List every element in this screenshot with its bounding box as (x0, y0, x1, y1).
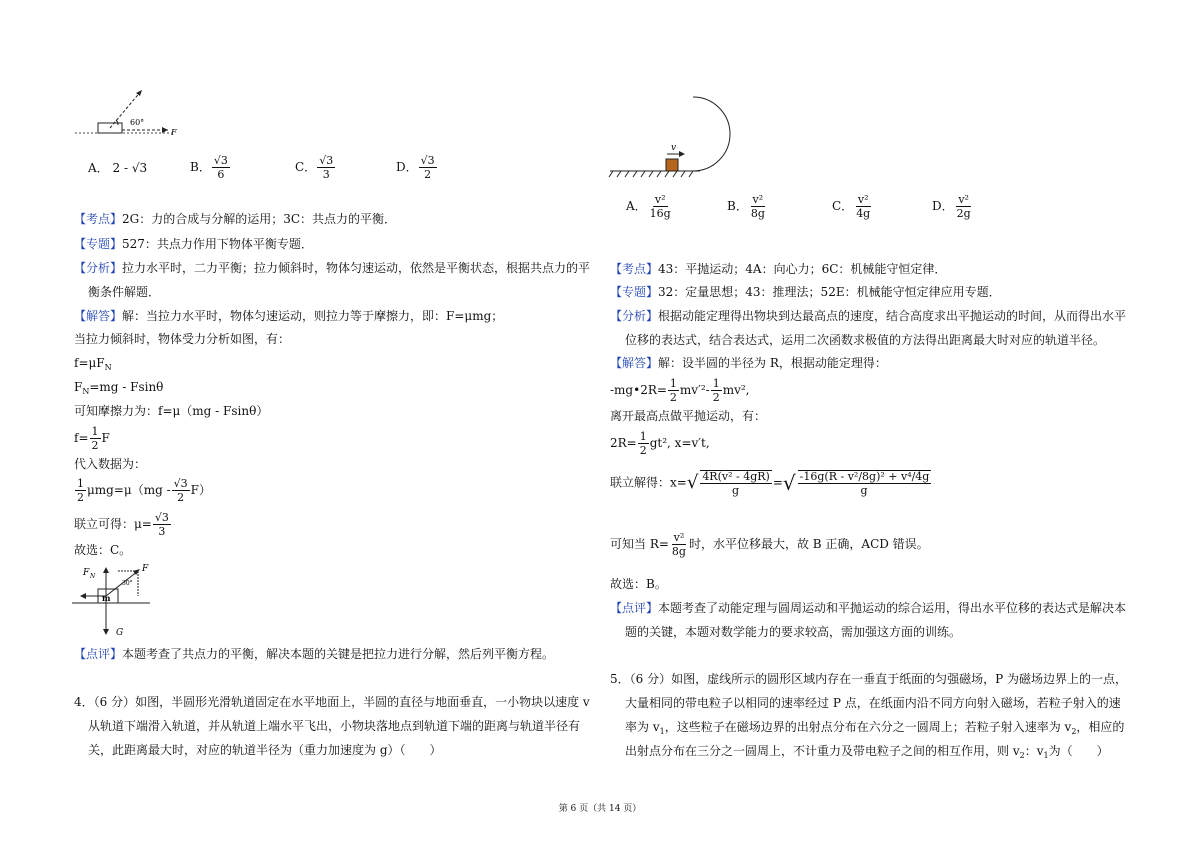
q3-eq-half: f= $\frac{1}{2}$ F (74, 425, 110, 452)
q3-fenxi: 【分析】拉力水平时，二力平衡；拉力倾斜时，物体匀速运动，依然是平衡状态，根据共点力的平 (74, 261, 591, 275)
q4-option-b[interactable]: B． $\frac{\text{v²}}{8g}$ (727, 193, 765, 220)
q4-velocity-label: v (671, 143, 677, 153)
q3-line-2: 当拉力倾斜时，物体受力分析如图，有： (74, 332, 291, 346)
q3-eq-mu: 联立可得：μ= $\frac{√3}{3}$ (74, 511, 169, 538)
q4-line-3: 离开最高点做平抛运动，有： (610, 409, 767, 423)
page-footer: 第 6 页（共 14 页） (558, 804, 642, 814)
q3-answer: 故选：C。 (74, 543, 132, 557)
force-label: F (171, 128, 177, 137)
q3-option-d[interactable]: D． $\frac{√3}{2}$ (396, 154, 435, 181)
q4-eq-result: 可知当 R= $\frac{\text{v²}}{8g}$ 时，水平位移最大，故 B 正确，ACD 错误。 (610, 531, 929, 558)
q4-eq-projectile: 2R= $\frac{1}{2}$ gt², x=v′t, (610, 430, 710, 457)
q4-jieda: 【解答】解：设半圆的半径为 R，根据动能定理得： (610, 356, 887, 370)
q4-eq-solve: 联立解得：x=√ $\frac{\text{4R(v² - 4gR)}}{g}$ =√ $\frac{\text{-16g(R - v²/8g)² + v⁴/4g}}{g}$ (610, 470, 930, 497)
q4-kaodian: 【考点】43：平抛运动；4A：向心力；6C：机械能守恒定律． (610, 262, 947, 276)
q3-jieda: 【解答】解：当拉力水平时，物体匀速运动，则拉力等于摩擦力，即：F=μmg； (74, 309, 504, 323)
q4-option-d[interactable]: D． $\frac{\text{v²}}{2g}$ (932, 193, 971, 220)
q4-stem-line-2: 从轨道下端滑入轨道，并从轨道上端水平飞出，小物块落地点到轨道下端的距离与轨道半径有 (88, 719, 581, 733)
q3-eq-normal: $F_N=mg - Fsin\theta$ (74, 380, 164, 396)
q3-eq-sub: $\frac{1}{2}$ μmg=μ（mg - $\frac{√3}{2}$ F） (77, 477, 211, 504)
q4-stem-line-1: 4．（6 分）如图，半圆形光滑轨道固定在水平地面上，半圆的直径与地面垂直，一小物块以速度 v (74, 695, 590, 709)
q5-stem-line-1: 5．（6 分）如图，虚线所示的圆形区域内存在一垂直于纸面的匀强磁场，P 为磁场边界上的一点， (610, 672, 1127, 686)
q4-option-a[interactable]: A． $\frac{\text{v²}}{16g}$ (626, 193, 671, 220)
fig-f-label: F (142, 564, 149, 574)
q4-option-c[interactable]: C． $\frac{\text{v²}}{4g}$ (832, 193, 871, 220)
q3-fenxi-cont: 衡条件解题． (88, 285, 161, 299)
q4-fenxi-cont: 位移的表达式，结合表达式，运用二次函数求极值的方法得出距离最大时对应的轨道半径。 (625, 333, 1106, 347)
q4-eq-energy: -mg•2R= $\frac{1}{2}$ mv′²- $\frac{1}{2}$ mv², (610, 377, 750, 404)
q3-option-a[interactable]: A． 2 - √3 (88, 161, 148, 175)
q3-free-body-diagram (72, 565, 162, 640)
q4-track-diagram (605, 90, 735, 185)
q3-kaodian: 【考点】2G：力的合成与分解的运用；3C：共点力的平衡． (74, 212, 397, 226)
q4-dianping-cont: 题的关键，本题对数学能力的要求较高，需加强这方面的训练。 (625, 625, 962, 639)
fig-angle-label: 30° (122, 580, 133, 587)
q3-dianping: 【点评】本题考查了共点力的平衡，解决本题的关键是把拉力进行分解，然后列平衡方程。 (74, 647, 555, 661)
q4-stem-line-3: 关，此距离最大时，对应的轨道半径为（重力加速度为 g）（ ） (88, 743, 442, 757)
q3-line-5: 可知摩擦力为：f=μ（mg - Fsinθ） (74, 404, 269, 418)
q3-force-diagram (70, 85, 190, 145)
q5-stem-line-2: 大量相同的带电粒子以相同的速率经过 P 点，在纸面内沿不同方向射入磁场，若粒子射入的速 (625, 696, 1121, 710)
q4-fenxi: 【分析】根据动能定理得出物块到达最高点的速度，结合高度求出平抛运动的时间，从而得出水平 (610, 309, 1127, 323)
angle-label: 60° (130, 118, 145, 127)
svg-text:N: N (90, 573, 96, 580)
q3-option-c[interactable]: C． $\frac{√3}{3}$ (295, 154, 334, 181)
q4-zhuanti: 【专题】32：定量思想；43：推理法；52E：机械能守恒定律应用专题． (610, 285, 1001, 299)
q5-stem-line-3: 率为 $v_1$，这些粒子在磁场边界的出射点分布在六分之一圆周上；若粒子射入速率为 $v_2$，相应的 (625, 720, 1125, 736)
q3-eq-friction: $f=\mu F_N$ (74, 356, 112, 372)
q5-stem-line-4: 出射点分布在三分之一圆周上，不计重力及带电粒子之间的相互作用，则 $v_2$：$v_1$为（ ） (625, 744, 1109, 760)
q3-option-b[interactable]: B． $\frac{√3}{6}$ (190, 154, 228, 181)
q3-zhuanti: 【专题】527：共点力作用下物体平衡专题． (74, 237, 313, 251)
q4-answer: 故选：B。 (610, 577, 667, 591)
fig-m-label: m (102, 593, 111, 603)
fig-g-label: G (116, 628, 124, 638)
q3-line-7: 代入数据为： (74, 457, 147, 471)
q4-dianping: 【点评】本题考查了动能定理与圆周运动和平抛运动的综合运用，得出水平位移的表达式是解决本 (610, 601, 1127, 615)
fig-fn-label: F (83, 568, 90, 578)
